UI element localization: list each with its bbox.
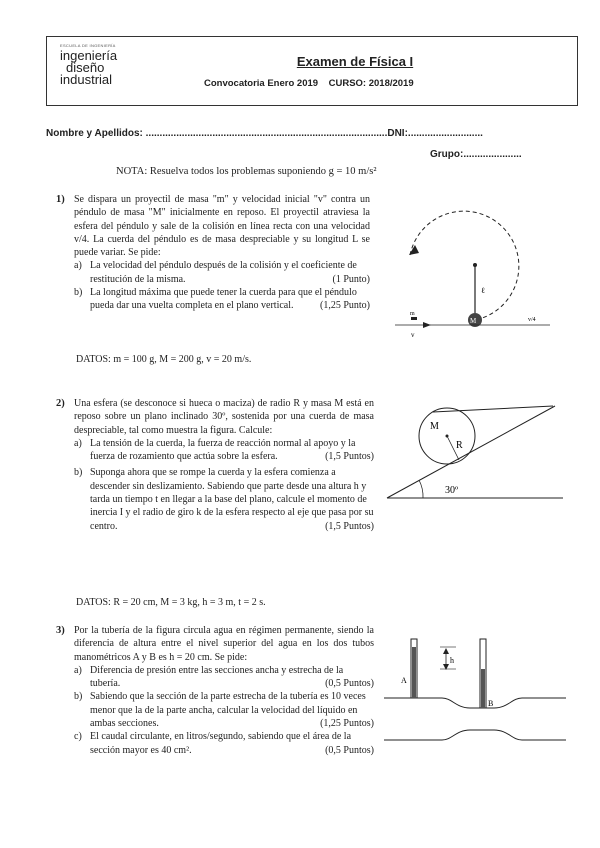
q1-item-a — [74, 259, 370, 286]
note: NOTA: Resuelva todos los problemas suponiendo g = 10 m/s² — [116, 166, 377, 177]
q2-incline-figure — [385, 410, 565, 505]
q3-a-points: (0,5 Puntos) — [325, 678, 374, 690]
q3-statement: Por la tubería de la figura circula agua en régimen permanente, siendo la diferencia de altura entre el nivel superior del agua en los dos tubos manométricos A y B es h = 20 cm. Se pide: — [74, 625, 374, 663]
q1-arrow-v-icon — [423, 322, 431, 328]
logo-line-2: diseño — [66, 60, 105, 75]
q3-venturi-figure — [384, 636, 569, 746]
curso: CURSO: 2018/2019 — [328, 78, 414, 89]
q3-pipe-bottom-right — [442, 730, 566, 740]
q2-label-M: M — [430, 421, 439, 432]
q3-pipe-top-right — [442, 698, 566, 708]
q2-a-label: a) — [74, 437, 82, 449]
q2-center — [446, 435, 449, 438]
q1-label-L: ℓ — [481, 286, 485, 295]
q3-item-b — [74, 690, 374, 730]
convocatoria: Convocatoria Enero 2019 — [204, 78, 319, 89]
q2-block — [74, 397, 374, 533]
q3-block — [74, 624, 374, 757]
logo-line-3: industrial — [60, 72, 113, 87]
q3-item-a — [74, 664, 374, 691]
q1-datos: DATOS: m = 100 g, M = 200 g, v = 20 m/s. — [76, 354, 252, 365]
q3-label-B: B — [488, 699, 494, 708]
q1-label-v: v — [411, 331, 415, 339]
q2-label-R: R — [456, 440, 463, 451]
q2-statement: Una esfera (se desconoce si hueca o maciza) de radio R y masa M está en reposo sobre un plano inclinado 30º, sostenida por una cuerda de masa despreciable, tal como muestra la figura. Calcule: — [74, 398, 374, 436]
q1-projectile — [411, 317, 417, 320]
name-field: Nombre y Apellidos: .......................................................................................DNI:........................... — [46, 128, 483, 139]
exam-subtitle — [204, 78, 414, 89]
q2-incline — [387, 406, 555, 498]
q3-number: 3) — [56, 625, 65, 636]
q2-a-points: (1,5 Puntos) — [325, 451, 374, 463]
q3-b-points: (1,25 Puntos) — [320, 718, 374, 730]
q3-a-text: Diferencia de presión entre las secciones ancha y estrecha de la tubería. — [90, 664, 344, 690]
q3-c-text: El caudal circulante, en litros/segundo, sabiendo que el área de la sección mayor es 40 cm². — [90, 731, 352, 756]
q2-item-b — [74, 466, 374, 532]
q1-b-points: (1,25 Punto) — [320, 300, 370, 312]
q1-swing-arc — [410, 211, 519, 320]
exam-title: Examen de Física I — [296, 54, 414, 69]
q2-b-points: (1,5 Puntos) — [325, 520, 374, 532]
q3-item-c — [74, 730, 374, 757]
q1-a-text: La velocidad del péndulo después de la colisión y el coeficiente de restitución de la misma. — [90, 260, 357, 285]
q2-a-text: La tensión de la cuerda, la fuerza de reacción normal al apoyo y la fuerza de rozamiento que actúa sobre la esfera. — [90, 437, 356, 463]
q1-a-label: a) — [74, 260, 82, 272]
q3-b-label: b) — [74, 691, 83, 703]
q1-a-points: (1 Punto) — [332, 273, 370, 285]
q1-label-v4: v/4 — [528, 317, 536, 323]
q1-pivot — [473, 263, 477, 267]
q2-label-angle: 30º — [445, 485, 459, 496]
q3-c-label: c) — [74, 731, 82, 743]
q1-statement: Se dispara un proyectil de masa "m" y velocidad inicial "v" contra un péndulo de masa "M" inicialmente en reposo. El proyectil atraviesa la esfera del péndulo y sale de la colisión en línea recta con una velocidad v/4. La cuerda del péndulo es de masa despreciable y su longitud L se puede variar. Se pide: — [74, 194, 370, 259]
q1-block — [74, 193, 370, 313]
q3-label-A: A — [401, 676, 407, 685]
q1-b-label: b) — [74, 287, 83, 299]
q3-tube-B-water — [481, 669, 485, 708]
q3-c-points: (0,5 Puntos) — [325, 744, 374, 756]
header-box — [46, 36, 578, 106]
q1-pendulum-figure — [395, 215, 555, 345]
q1-label-M: M — [470, 317, 477, 325]
logo-line-1: ingeniería — [60, 48, 118, 63]
group-field: Grupo:..................... — [430, 149, 522, 160]
q2-rope — [433, 406, 553, 412]
q1-number: 1) — [56, 194, 65, 205]
q1-arc-arrow-icon — [409, 245, 419, 255]
q3-label-h: h — [450, 656, 454, 665]
q3-h-arrow-up-icon — [443, 648, 449, 654]
q3-b-text: Sabiendo que la sección de la parte estrecha de la tubería es 10 veces menor que la de la parte ancha, calcular la velocidad del líquido en ambas secciones. — [90, 691, 366, 730]
q2-angle-arc — [419, 480, 423, 498]
q2-b-label: b) — [74, 467, 83, 479]
q1-b-text: La longitud máxima que puede tener la cuerda para que el péndulo pueda dar una vuelta completa en el plano vertical. — [90, 287, 357, 312]
q1-item-b — [74, 286, 370, 313]
q2-b-text: Suponga ahora que se rompe la cuerda y la esfera comienza a descender sin deslizamiento. Sabiendo que parte desde una altura h y tarda un tiempo t en llegar a la base del plano, calcule el momento de inercia I y el radio de giro k de la esfera respecto al eje que pasa por su centro. — [90, 467, 374, 532]
q2-number: 2) — [56, 398, 65, 409]
q3-a-label: a) — [74, 664, 82, 676]
q2-datos: DATOS: R = 20 cm, M = 3 kg, h = 3 m, t = 2 s. — [76, 597, 266, 608]
logo-small-text: ESCUELA DE INGENIERÍA — [60, 43, 116, 48]
q3-tube-A-water — [412, 647, 416, 698]
q2-item-a — [74, 437, 374, 464]
q1-label-m: m — [410, 311, 415, 317]
